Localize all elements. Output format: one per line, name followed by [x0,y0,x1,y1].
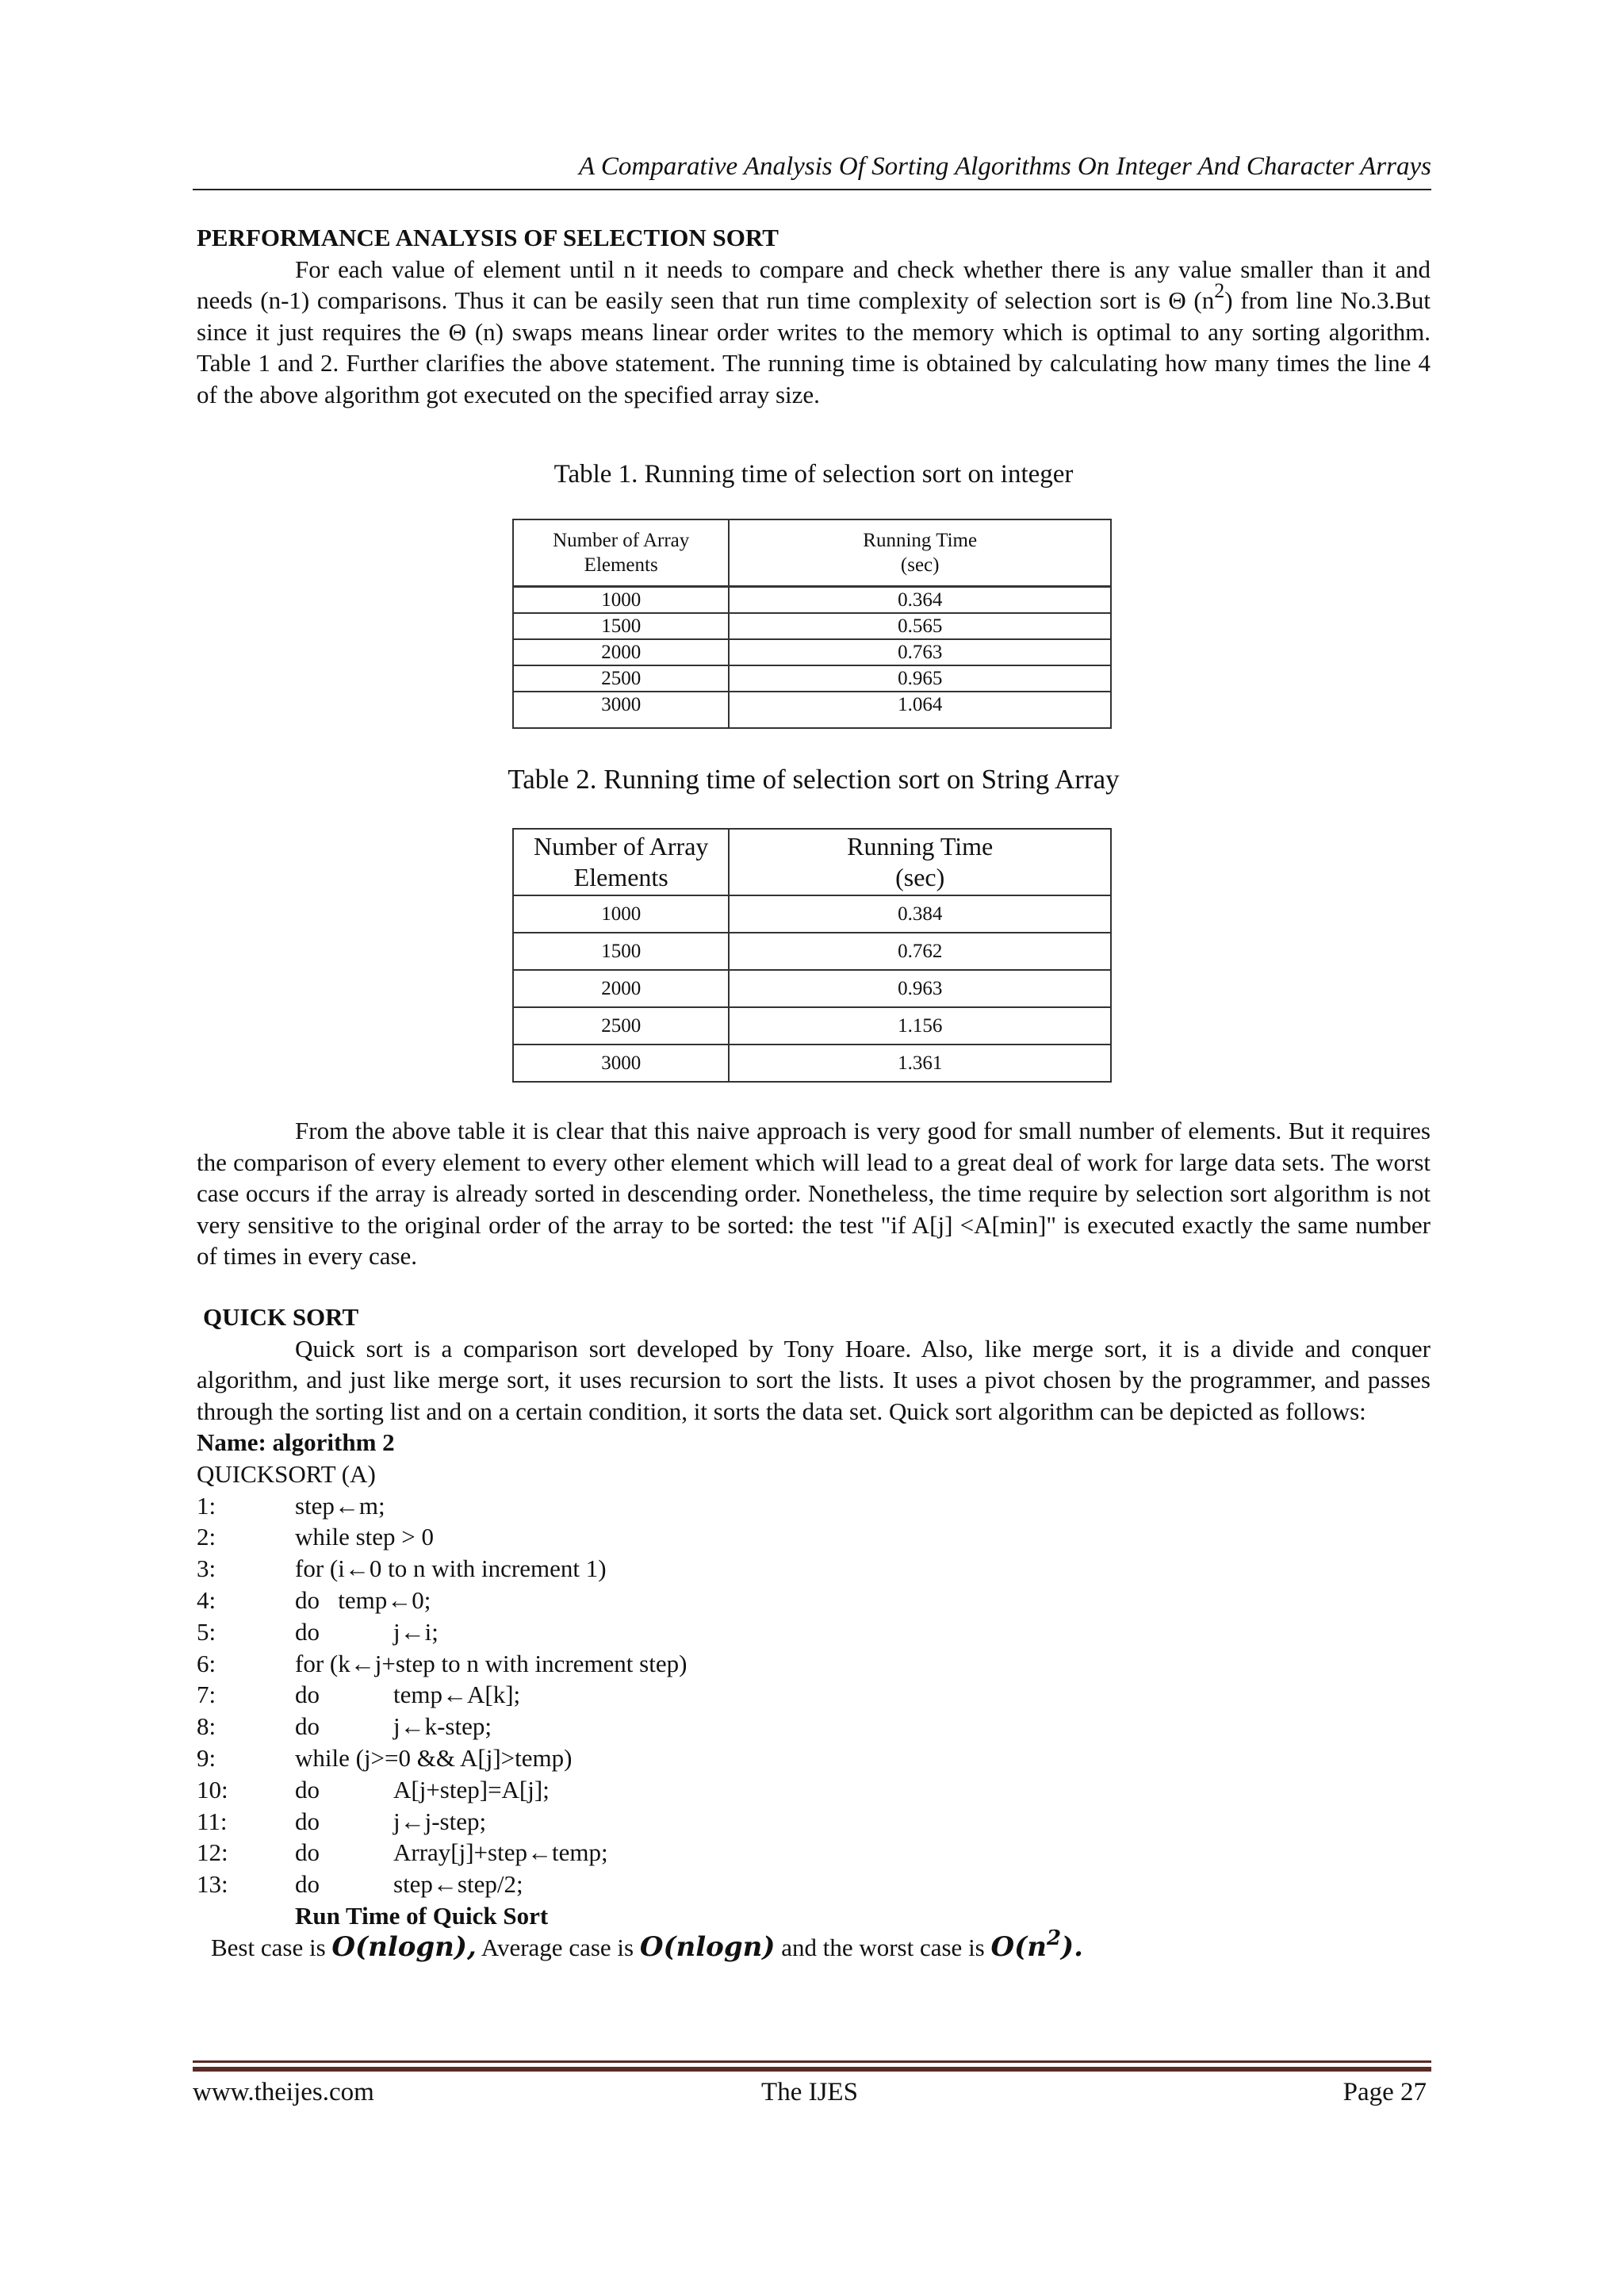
table-row: 2500 0.965 [513,665,1111,692]
table2-title: Table 2. Running time of selection sort on String Array [508,764,1120,795]
para-text-end: ) from line No.3.But since it just requires the Θ (n) swaps means linear order writes to the memory which is optimal to any sorting algorithm. Table 1 and 2. Further clarifies the above statement. The running time is obtained by calculating how many times the line 4 of the above algorithm got executed on the specified array size. [197,286,1431,408]
footer-journal: The IJES [761,2078,858,2106]
algorithm-line: 8: do j←k-step; [197,1712,492,1741]
best-case-math: O(nlogn), [331,1930,477,1963]
algorithm-line: 5: do j←i; [197,1617,439,1646]
section-quick-sort [197,1301,1431,1964]
running-head: A Comparative Analysis Of Sorting Algorithms On Integer And Character Arrays [579,152,1431,181]
table2 [512,828,1112,1083]
table-row: 3000 1.361 [513,1045,1111,1082]
quicksort-heading: QUICK SORT [203,1303,359,1331]
algorithm-line: 6: for (k←j+step to n with increment step) [197,1649,688,1677]
section-selection-sort [197,222,1431,410]
table-row: 3000 1.064 [513,692,1111,728]
algorithm-line: 3: for (i←0 to n with increment 1) [197,1554,607,1583]
table-row: 1500 0.762 [513,933,1111,970]
table-row: 1000 0.364 [513,587,1111,614]
discussion-paragraph: From the above table it is clear that this naive approach is very good for small number of elements. But it requires the comparison of every element to every other element which will lead to a great deal of work for large data sets. The worst case occurs if the array is already sorted in descending order. Nonetheless, the time require by selection sort algorithm is not very sensitive to the original order of the array to be sorted: the test "if A[j] <A[min]" is executed exactly the same number of times in every case. [197,1117,1431,1270]
table1-header-count: Number of Array Elements [513,519,729,587]
algorithm-listing [197,1427,1431,1964]
algorithm-name: Name: algorithm 2 [197,1428,395,1456]
runtime-line: Best case is O(nlogn), Average case is O(nlogn) and the worst case is $O(n^2)$. [211,1926,1083,1963]
algorithm-line: 12: do Array[j]+step←temp; [197,1838,608,1867]
page-number: Page 27 [1342,2078,1427,2106]
section-heading: PERFORMANCE ANALYSIS OF SELECTION SORT [197,224,779,251]
table-row: 2500 1.156 [513,1007,1111,1045]
table-row: 2000 0.963 [513,970,1111,1007]
average-case-math: O(nlogn) [639,1930,776,1963]
footer-website: www.theijes.com [193,2078,374,2106]
algorithm-line: 1: step←m; [197,1491,385,1520]
quicksort-paragraph: Quick sort is a comparison sort developed by Tony Hoare. Also, like merge sort, it is a divide and conquer algorithm, and just like merge sort, it uses recursion to sort the lists. It uses a pivot chosen by the programmer, and passes through the sorting list and on a certain condition, it sorts the data set. Quick sort algorithm can be depicted as follows: [197,1334,1431,1425]
header-rule [193,189,1431,190]
algorithm-line: 9: while (j>=0 && A[j]>temp) [197,1743,573,1772]
algorithm-signature: QUICKSORT (A) [197,1459,376,1488]
table1-header-row [513,519,1111,587]
table-row: 1500 0.565 [513,613,1111,639]
table1-header-time: Running Time (sec) [729,519,1111,587]
algorithm-line: 4: do temp←0; [197,1585,431,1614]
algorithm-line: 13: do step←step/2; [197,1870,523,1899]
table1-title: Table 1. Running time of selection sort on integer [553,460,1074,489]
table2-header-row [513,829,1111,895]
table-row: 2000 0.763 [513,639,1111,665]
table-row: 1000 0.384 [513,895,1111,933]
algorithm-line: 2: while step > 0 [197,1523,435,1551]
table2-header-count: Number of Array Elements [513,829,729,895]
superscript: 2 [1214,279,1225,302]
para-text-start: For each value of element until n it needs to compare and check whether there is any value smaller than it and needs (n-1) comparisons. Thus it can be easily seen that run time complexity of selection sort is Θ (n [197,255,1431,314]
algorithm-line: 10: do A[j+step]=A[j]; [197,1775,550,1803]
table2-header-time: Running Time (sec) [729,829,1111,895]
worst-case-math: $O(n^2)$. [990,1926,1083,1963]
page-footer [193,2076,1427,2108]
runtime-heading: Run Time of Quick Sort [295,1901,549,1930]
table1 [512,519,1112,729]
algorithm-line: 11: do j←j-step; [197,1807,487,1835]
selection-sort-paragraph [197,254,1431,411]
algorithm-line: 7: do temp←A[k]; [197,1681,521,1709]
footer-rule-thin [193,2060,1431,2063]
footer-rule-thick [193,2067,1431,2072]
